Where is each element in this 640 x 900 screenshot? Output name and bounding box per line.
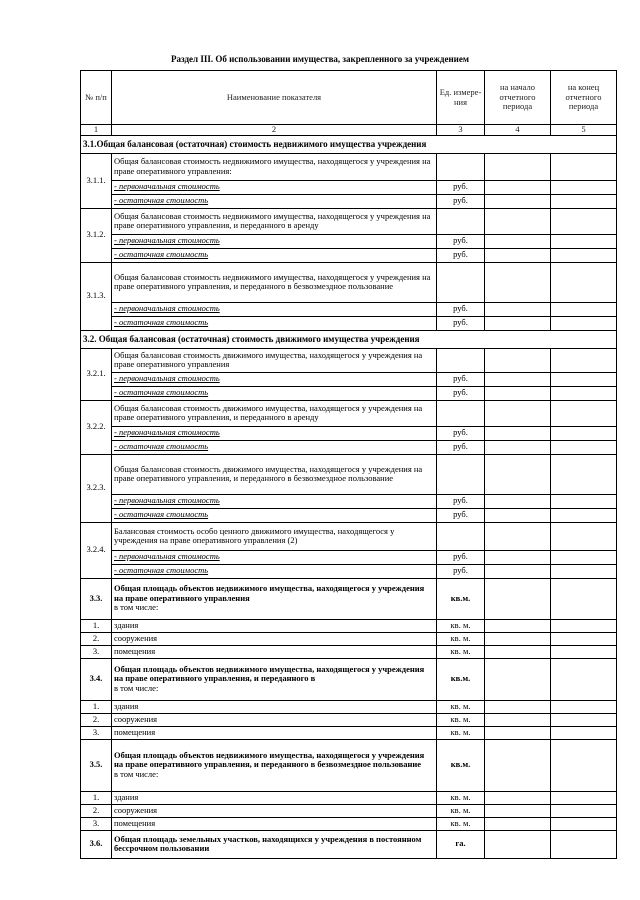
row-text: Общая балансовая стоимость недвижимого имущества, находящегося у учреждения на праве оперативного управления, и переданного в аренду	[112, 208, 437, 234]
table-row	[81, 426, 617, 440]
row-text: Общая балансовая стоимость движимого имущества, находящегося у учреждения на праве оперативного управления	[112, 348, 437, 372]
row-number: 3.5.	[81, 739, 112, 791]
row-number: 3.	[81, 645, 112, 658]
row-unit: га.	[437, 830, 485, 858]
table-row	[81, 302, 617, 316]
header-num: № п/п	[81, 71, 112, 125]
row-unit: кв.м.	[437, 739, 485, 791]
row-unit: кв. м.	[437, 632, 485, 645]
header-unit: Ед. измере-ния	[437, 71, 485, 125]
section-title: Раздел III. Об использовании имущества, закрепленного за учреждением	[171, 54, 469, 64]
row-number: 3.2.3.	[81, 454, 112, 522]
col-number-2: 2	[112, 125, 437, 136]
row-unit: кв.м.	[437, 578, 485, 619]
table-row	[81, 400, 617, 426]
row-subtext: - первоначальная стоимость	[112, 494, 437, 508]
section-heading: 3.2. Общая балансовая (остаточная) стоимость движимого имущества учреждения	[81, 330, 617, 348]
row-subtext: - остаточная стоимость	[112, 194, 437, 208]
row-number: 3.3.	[81, 578, 112, 619]
row-text: Балансовая стоимость особо ценного движимого имущества, находящегося у учреждения на праве оперативного управления (2)	[112, 522, 437, 550]
row-text: помещения	[112, 645, 437, 658]
table-row	[81, 454, 617, 494]
row-unit: руб.	[437, 564, 485, 578]
row-subtext: в том числе:	[114, 682, 159, 693]
row-number: 3.1.1.	[81, 153, 112, 208]
table-row	[81, 658, 617, 700]
row-unit: руб.	[437, 508, 485, 522]
row-subtext: - остаточная стоимость	[112, 248, 437, 262]
property-usage-table	[80, 70, 617, 859]
row-unit: руб.	[437, 234, 485, 248]
table-row	[81, 208, 617, 234]
row-number: 3.2.2.	[81, 400, 112, 454]
col-number-1: 1	[81, 125, 112, 136]
row-unit: руб.	[437, 372, 485, 386]
row-subtext: - первоначальная стоимость	[112, 550, 437, 564]
row-text: Общая балансовая стоимость движимого имущества, находящегося у учреждения на праве оперативного управления, и переданного в безвозмездное пользование	[112, 454, 437, 494]
row-unit: руб.	[437, 494, 485, 508]
row-text-cell	[112, 739, 437, 791]
table-row	[81, 194, 617, 208]
row-subtext: - первоначальная стоимость	[112, 372, 437, 386]
table-row	[81, 619, 617, 632]
table-row	[81, 386, 617, 400]
table-row	[81, 550, 617, 564]
row-number: 1.	[81, 619, 112, 632]
header-row	[81, 71, 617, 125]
row-text: сооружения	[112, 713, 437, 726]
row-unit: кв. м.	[437, 619, 485, 632]
row-number: 1.	[81, 700, 112, 713]
row-number: 3.1.3.	[81, 262, 112, 330]
table-row	[81, 316, 617, 330]
row-unit: кв.м.	[437, 658, 485, 700]
row-number: 3.2.1.	[81, 348, 112, 400]
table-row	[81, 791, 617, 804]
row-text: Общая балансовая стоимость недвижимого имущества, находящегося у учреждения на праве оперативного управления, и переданного в безвозмездное пользование	[112, 262, 437, 302]
row-unit: руб.	[437, 386, 485, 400]
table-row	[81, 632, 617, 645]
row-text: Общая площадь объектов недвижимого имущества, находящегося у учреждения на праве оперативного управления	[114, 583, 425, 603]
row-text: Общая площадь объектов недвижимого имущества, находящегося у учреждения на праве оперативного управления, и переданного в безвозмездное пользование	[114, 749, 425, 770]
section-row	[81, 135, 617, 153]
row-text: Общая площадь земельных участков, находящихся у учреждения в постоянном бессрочном пользовании	[112, 830, 437, 858]
row-unit: руб.	[437, 302, 485, 316]
table-row	[81, 700, 617, 713]
table-row	[81, 262, 617, 302]
row-unit: руб.	[437, 550, 485, 564]
row-text: сооружения	[112, 804, 437, 817]
table-row	[81, 645, 617, 658]
table-row	[81, 248, 617, 262]
col-number-3: 3	[437, 125, 485, 136]
table-row	[81, 180, 617, 194]
table-row	[81, 739, 617, 791]
column-number-row	[81, 125, 617, 136]
row-number: 2.	[81, 713, 112, 726]
row-subtext: в том числе:	[114, 602, 159, 613]
row-subtext: - первоначальная стоимость	[112, 234, 437, 248]
table-row	[81, 494, 617, 508]
row-text-cell	[112, 658, 437, 700]
row-number: 1.	[81, 791, 112, 804]
table-row	[81, 348, 617, 372]
table-row	[81, 508, 617, 522]
col-number-5: 5	[551, 125, 617, 136]
row-subtext: в том числе:	[114, 768, 159, 779]
header-end: на конец отчетного периода	[551, 71, 617, 125]
row-text: здания	[112, 619, 437, 632]
table-row	[81, 817, 617, 830]
table-row	[81, 372, 617, 386]
row-subtext: - первоначальная стоимость	[112, 426, 437, 440]
row-unit: кв. м.	[437, 726, 485, 739]
row-text: помещения	[112, 726, 437, 739]
row-unit: кв. м.	[437, 804, 485, 817]
table-row	[81, 578, 617, 619]
row-subtext: - остаточная стоимость	[112, 386, 437, 400]
row-unit: руб.	[437, 316, 485, 330]
row-text: помещения	[112, 817, 437, 830]
row-number: 2.	[81, 804, 112, 817]
row-unit: кв. м.	[437, 791, 485, 804]
row-number: 3.6.	[81, 830, 112, 858]
row-unit: руб.	[437, 426, 485, 440]
row-number: 3.2.4.	[81, 522, 112, 578]
table-row	[81, 440, 617, 454]
row-number: 3.	[81, 726, 112, 739]
row-subtext: - остаточная стоимость	[112, 508, 437, 522]
row-unit: кв. м.	[437, 700, 485, 713]
row-unit: руб.	[437, 440, 485, 454]
table-row	[81, 522, 617, 550]
row-unit: руб.	[437, 248, 485, 262]
row-text: Общая площадь объектов недвижимого имущества, находящегося у учреждения на праве оперативного управления, и переданного в	[114, 663, 425, 684]
row-text: здания	[112, 700, 437, 713]
row-subtext: - остаточная стоимость	[112, 440, 437, 454]
row-unit: руб.	[437, 180, 485, 194]
row-unit: руб.	[437, 194, 485, 208]
col-number-4: 4	[485, 125, 551, 136]
row-text-cell	[112, 578, 437, 619]
row-subtext: - остаточная стоимость	[112, 564, 437, 578]
row-number: 3.	[81, 817, 112, 830]
table-row	[81, 564, 617, 578]
table-row	[81, 804, 617, 817]
table-row	[81, 234, 617, 248]
row-number: 2.	[81, 632, 112, 645]
row-text: сооружения	[112, 632, 437, 645]
row-unit: кв. м.	[437, 817, 485, 830]
row-subtext: - первоначальная стоимость	[112, 302, 437, 316]
table-row	[81, 713, 617, 726]
row-text: Общая балансовая стоимость движимого имущества, находящегося у учреждения на праве оперативного управления, и переданного в аренду	[112, 400, 437, 426]
row-text: Общая балансовая стоимость недвижимого имущества, находящегося у учреждения на праве оперативного управления:	[112, 153, 437, 180]
section-heading: 3.1.Общая балансовая (остаточная) стоимость недвижимого имущества учреждения	[81, 135, 617, 153]
row-unit: кв. м.	[437, 645, 485, 658]
header-start: на начало отчетного периода	[485, 71, 551, 125]
header-name: Наименование показателя	[112, 71, 437, 125]
row-number: 3.1.2.	[81, 208, 112, 262]
table-row	[81, 153, 617, 180]
row-unit: кв. м.	[437, 713, 485, 726]
row-text: здания	[112, 791, 437, 804]
row-subtext: - первоначальная стоимость	[112, 180, 437, 194]
table-row	[81, 726, 617, 739]
section-row	[81, 330, 617, 348]
table-row	[81, 830, 617, 858]
row-subtext: - остаточная стоимость	[112, 316, 437, 330]
row-number: 3.4.	[81, 658, 112, 700]
